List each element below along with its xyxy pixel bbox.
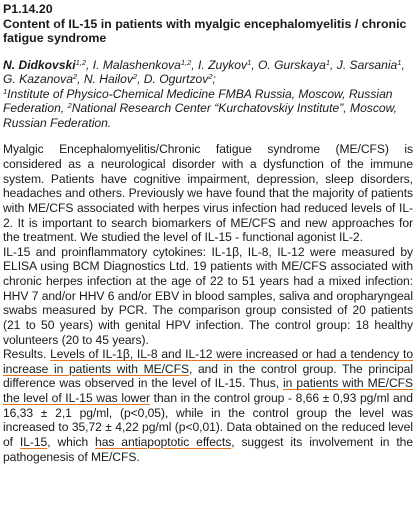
affiliation-number: 2 (67, 101, 72, 111)
results-text-3: , which (47, 434, 96, 449)
author-name: O. Gurskaya (257, 57, 326, 72)
author-separator: , (86, 57, 93, 72)
author-separator: , (401, 57, 405, 72)
author-affiliation-marker: 1,2 (75, 57, 87, 67)
affiliation-list (3, 87, 397, 130)
author-name: D. Ogurtzov (143, 72, 209, 87)
abstract-code: P1.14.20 (3, 2, 53, 16)
affiliation-text: National Research Center “Kurchatovskiy Institute”, Moscow, Russian Federation. (3, 101, 398, 130)
intro-paragraph: Myalgic Encephalomyelitis/Chronic fatigue syndrome (ME/CFS) is considered as a neurological disorder with a dysfunction of the immune system. Patients have cognitive impairment, depression, sleep disorders, headaches and others. Previously we have found that the majority of patients with ME/CFS associated with herpes virus infection had reduced levels of IL-2. It is important to search biomarkers of ME/CFS and new approaches for the treatment. We studied the level of IL-15 - functional agonist IL-2. (3, 142, 413, 245)
author-separator: , (137, 72, 144, 87)
results-lead: Results. (3, 347, 51, 362)
author-affiliation-marker: 2 (72, 72, 78, 82)
highlight-cytokines-increased: Levels of IL-1β, IL-8 and IL-12 were increased or had a tendency to increase in patients with ME/CFS (3, 347, 413, 376)
affiliation-text: Institute of Physico-Chemical Medicine FMBA Russia, Moscow, Russian Federation, (3, 86, 393, 116)
author-name: J. Sarsania (336, 57, 398, 72)
methods-paragraph: IL-15 and proinflammatory cytokines: IL-1β, IL-8, IL-12 were measured by ELISA using BCM Diagnostics Ltd. 19 patients with ME/CFS associated with chronic herpes infection at the age of 22 to 51 years had a mixed infection: HHV 7 and/or HHV 6 and/or EBV in blood samples, saliva and oropharyngeal swabs measured by PCR. The comparison group consisted of 20 patients (21 to 50 years) with genital HPV infection. The control group: 18 healthy volunteers (20 to 45 years). (3, 244, 413, 347)
author-block (3, 58, 413, 131)
results-paragraph (3, 347, 413, 464)
author-separator: ; (212, 72, 216, 87)
highlight-il15: IL-15 (19, 434, 48, 449)
abstract-title: Content of IL-15 in patients with myalgic encephalomyelitis / chronic fatigue syndrome (3, 16, 407, 45)
affiliation-number: 1 (3, 86, 8, 96)
author-separator: , (330, 57, 337, 72)
author-list (3, 58, 405, 87)
author-affiliation-marker: 1,2 (180, 57, 192, 67)
results-text-2: than in the control group - 8,66 ± 0,93 pg/ml and 16,33 ± 2,1 pg/ml, (p<0,05), while in the control group the level was increased to 35,72 ± 4,22 pg/ml (p<0,01). Data obtained on the reduced level of (3, 391, 413, 449)
author-affiliation-marker: 1 (247, 57, 252, 67)
highlight-antiapoptotic: has antiapoptotic effects (95, 434, 232, 449)
author-separator: , (251, 57, 258, 72)
results-text-1: , and in the control group. The principal difference was observed in the level of IL-15. Thus, (3, 361, 413, 391)
results-text-4: , suggest its involvement in the pathogenesis of ME/CFS. (3, 434, 413, 464)
author-affiliation-marker: 1 (397, 57, 402, 67)
highlight-il15-lower: in patients with ME/CFS the level of IL-15 was lower (3, 376, 413, 406)
author-name: I. Malashenkova (92, 57, 181, 72)
author-affiliation-marker: 1 (325, 57, 331, 67)
author-affiliation-marker: 2 (208, 72, 213, 82)
author-separator: , (77, 72, 84, 87)
author-name: N. Hailov (83, 72, 133, 87)
author-name: I. Zuykov (198, 57, 248, 72)
author-separator: , (191, 57, 199, 72)
author-name: G. Kazanova (3, 72, 73, 87)
author-affiliation-marker: 2 (132, 72, 138, 82)
abstract-page (3, 2, 413, 464)
author-name: N. Didkovski (3, 57, 76, 72)
